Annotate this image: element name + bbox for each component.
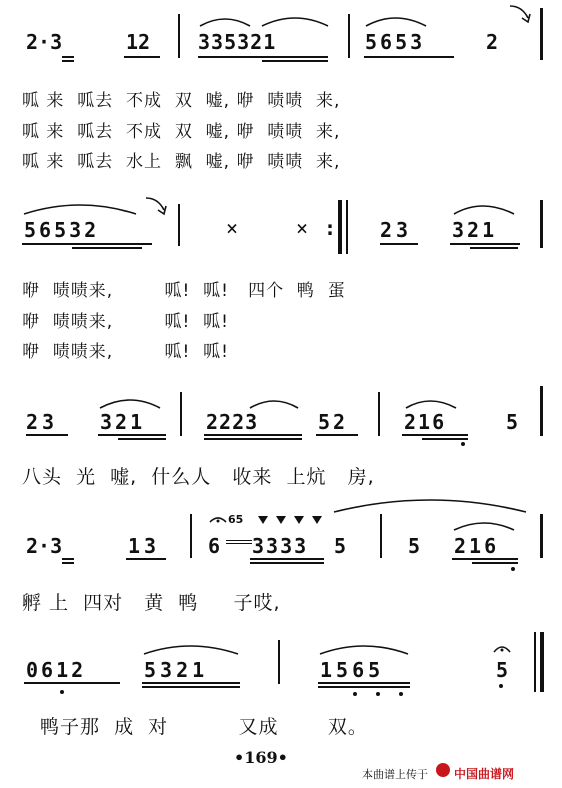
lyric-verse-1: 咿 啧啧来, 呱! 呱! 四个 鸭 蛋 xyxy=(22,281,346,301)
breath-arrow xyxy=(146,198,164,210)
note-group: 5 xyxy=(334,534,347,558)
note-group: 23 xyxy=(26,410,59,434)
site-name-link[interactable]: 中国曲谱网 xyxy=(454,767,515,781)
slur-arc xyxy=(24,205,136,214)
note-group: 2 xyxy=(486,30,499,54)
slur-arc xyxy=(406,401,456,408)
note-group: 216 xyxy=(454,534,500,558)
lyric-verse-1: 孵 上 四对 黄 鸭 子哎, xyxy=(22,592,281,614)
accent-mark xyxy=(258,516,268,524)
grace-notes: 65 xyxy=(228,513,244,526)
note-group: 2·3 xyxy=(26,534,63,558)
note-group: 52 xyxy=(318,410,349,434)
note-group: 6 xyxy=(208,534,221,558)
note-group: 5653 xyxy=(365,30,426,54)
note-group: 23 xyxy=(380,218,413,242)
note-group: 321 xyxy=(452,218,498,242)
site-logo-icon xyxy=(436,763,450,777)
lyric-verse-2: 咿 啧啧来, 呱! 呱! xyxy=(22,312,229,332)
footer-upload-text: 本曲谱上传于 xyxy=(362,768,428,781)
slur-arc xyxy=(262,18,328,26)
lyric-verse-3: 呱 来 呱去 水上 飘 嘘, 咿 啧啧 来, xyxy=(22,152,341,172)
tie-arc xyxy=(334,500,526,512)
note-group: 335321 xyxy=(198,30,277,54)
lyric-verse-1: 鸭子那 成 对 又成 双。 xyxy=(40,716,368,738)
note-group: 2·3 xyxy=(26,30,63,54)
note-group: 12 xyxy=(126,30,151,54)
note-group: 2223 xyxy=(206,410,259,434)
fermata-dot xyxy=(217,520,220,523)
repeat-dots: : xyxy=(324,216,337,240)
slur-arc xyxy=(200,19,250,26)
slur-arc xyxy=(454,523,514,530)
note-group: 5 xyxy=(496,658,509,682)
page-number: •169• xyxy=(234,748,288,767)
slur-arc xyxy=(144,646,238,654)
accent-mark xyxy=(294,516,304,524)
note-group: 56532 xyxy=(24,218,100,242)
accent-mark xyxy=(312,516,322,524)
slur-arc xyxy=(366,18,426,26)
note-group: 5 xyxy=(408,534,421,558)
note-group: 216 xyxy=(404,410,447,434)
lyric-verse-1: 呱 来 呱去 不成 双 嘘, 咿 啧啧 来, xyxy=(22,91,341,111)
lyric-verse-1: 八头 光 嘘, 什么人 收来 上炕 房, xyxy=(22,466,375,488)
slur-arc xyxy=(320,646,408,654)
lyric-verse-3: 咿 啧啧来, 呱! 呱! xyxy=(22,342,229,362)
fermata-dot xyxy=(501,649,504,652)
note-group: 5321 xyxy=(144,658,209,682)
slur-arc xyxy=(454,206,514,214)
rest-mark: × xyxy=(296,216,309,240)
note-group: 0612 xyxy=(26,658,87,682)
note-group: 3333 xyxy=(252,534,309,558)
note-group: 5 xyxy=(506,410,519,434)
slur-arc xyxy=(100,400,160,408)
rest-mark: × xyxy=(226,216,239,240)
note-group: 13 xyxy=(128,534,161,558)
slur-arc xyxy=(250,401,298,408)
breath-arrow xyxy=(510,6,528,18)
note-group: 321 xyxy=(100,410,146,434)
note-group: 1565 xyxy=(320,658,385,682)
accent-mark xyxy=(276,516,286,524)
lyric-verse-2: 呱 来 呱去 不成 双 嘘, 咿 啧啧 来, xyxy=(22,122,341,142)
